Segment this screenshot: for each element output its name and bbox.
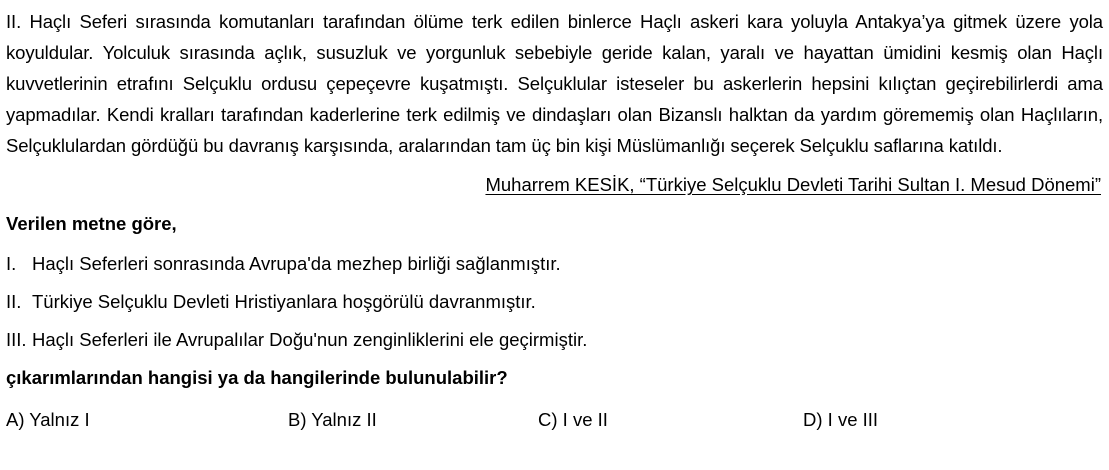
source-citation-text: Muharrem KESİK, “Türkiye Selçuklu Devleti Tarihi Sultan I. Mesud Dönemi”	[485, 174, 1101, 195]
source-citation	[6, 169, 1103, 200]
answer-choice-c[interactable]: C) I ve II	[538, 409, 608, 430]
list-item	[6, 248, 1103, 279]
question-prompt: çıkarımlarından hangisi ya da hangilerinde bulunulabilir?	[6, 367, 508, 388]
statement-text: Türkiye Selçuklu Devleti Hristiyanlara hoşgörülü davranmıştır.	[32, 291, 536, 312]
answer-choice-b[interactable]: B) Yalnız II	[288, 409, 377, 430]
statement-numeral: III.	[6, 329, 27, 350]
stem-label: Verilen metne göre,	[6, 213, 177, 234]
list-item	[6, 286, 1103, 317]
statement-numeral: II.	[6, 291, 22, 312]
statement-text: Haçlı Seferleri ile Avrupalılar Doğu'nun zenginliklerini ele geçirmiştir.	[32, 329, 588, 350]
answer-choices	[6, 407, 1103, 433]
answer-choice-a[interactable]: A) Yalnız I	[6, 409, 90, 430]
statement-numeral: I.	[6, 253, 17, 274]
passage-text: II. Haçlı Seferi sırasında komutanları tarafından ölüme terk edilen binlerce Haçlı askeri kara yoluyla Antakya’ya gitmek üzere yola koyuldular. Yolculuk sırasında açlık, susuzluk ve yorgunluk sebebiyle geride kalan, yaralı ve hayattan ümidini kesmiş olan Haçlı kuvvetlerinin etrafını Selçuklu ordusu çepeçevre kuşatmıştı. Selçuklular isteseler bu askerlerin hepsini kılıçtan geçirebilirlerdi ama yapmadılar. Kendi kralları tarafından kaderlerine terk edilmiş ve dindaşları olan Bizanslı halktan da yardım görememiş olan Haçlıların, Selçuklulardan gördüğü bu davranış karşısında, aralarından tam üç bin kişi Müslümanlığı seçerek Selçuklu saflarına katıldı.	[6, 11, 1103, 156]
statement-text: Haçlı Seferleri sonrasında Avrupa'da mezhep birliği sağlanmıştır.	[32, 253, 561, 274]
list-item	[6, 324, 1103, 355]
answer-choice-d[interactable]: D) I ve III	[803, 409, 879, 430]
statement-list	[6, 248, 1103, 355]
